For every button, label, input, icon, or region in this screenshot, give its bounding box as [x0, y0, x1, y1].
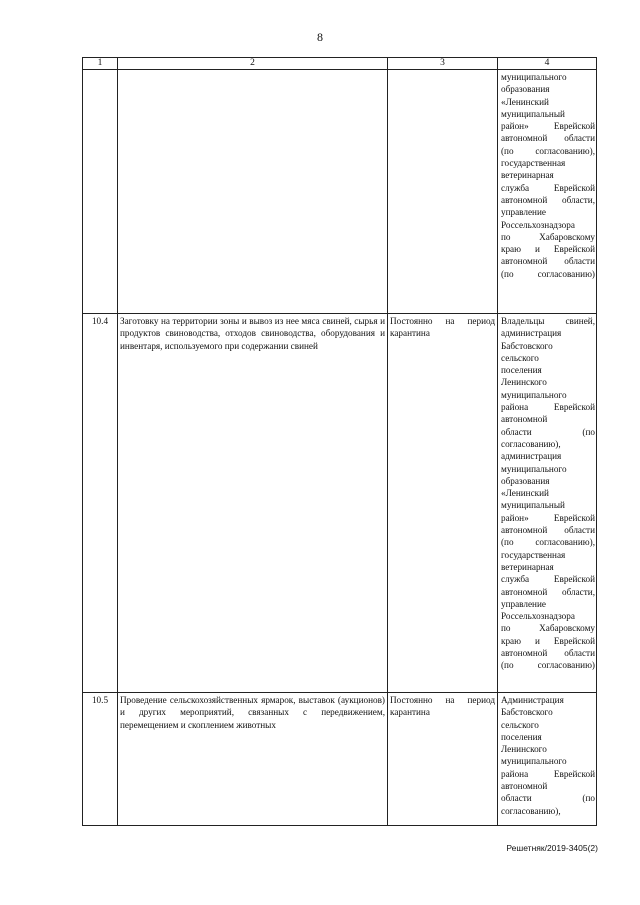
responsible-line: района Еврейской	[501, 402, 595, 413]
responsible-line: Россельхознадзора	[501, 219, 575, 230]
header-col-1: 1	[83, 58, 118, 70]
row-number: 10.4	[83, 314, 118, 693]
table-row-continuation	[83, 70, 597, 314]
responsible-line: (по согласованию),	[501, 537, 595, 548]
row-measure: Заготовку на территории зоны и вывоз из нее мяса свиней, сырья и продуктов свиноводства, отходов свиноводства, оборудования и инвентаря, используемого при содержании свиней	[118, 314, 388, 693]
table-row-10-4	[83, 314, 597, 693]
responsible-line: управление	[501, 598, 546, 609]
measures-table	[82, 57, 597, 826]
row-responsible	[498, 693, 597, 826]
document-stamp: Решетняк/2019-3405(2)	[506, 843, 598, 853]
responsible-line: муниципального	[501, 72, 567, 82]
row-responsible	[498, 314, 597, 693]
responsible-line: Ленинского	[501, 744, 547, 755]
responsible-line: ветеринарная	[501, 170, 554, 181]
responsible-line: автономной области,	[501, 586, 595, 597]
responsible-line: (по согласованию)	[501, 268, 595, 279]
responsible-line: краю и Еврейской	[501, 244, 595, 255]
responsible-line: «Ленинский	[501, 96, 549, 107]
responsible-line: ветеринарная	[501, 561, 554, 572]
responsible-line: Бабстовского	[501, 340, 553, 351]
responsible-line: управление	[501, 207, 546, 218]
responsible-line: муниципального	[501, 463, 567, 474]
header-col-2: 2	[118, 58, 388, 70]
responsible-line: «Ленинский	[501, 488, 549, 499]
row-responsible	[498, 70, 597, 314]
responsible-line: по Хабаровскому	[501, 231, 595, 242]
responsible-line: автономной области	[501, 525, 595, 536]
responsible-line: муниципальный	[501, 500, 565, 511]
responsible-line: области (по	[501, 426, 595, 437]
row-deadline	[388, 70, 498, 314]
responsible-line: поселения	[501, 731, 542, 742]
responsible-line: образования	[501, 84, 550, 95]
responsible-line: краю и Еврейской	[501, 635, 595, 646]
responsible-line: Бабстовского	[501, 707, 553, 718]
responsible-line: муниципального	[501, 756, 567, 767]
row-measure: Проведение сельскохозяйственных ярмарок, выставок (аукционов) и других мероприятий, связанных с передвижением, перемещением и скоплением животных	[118, 693, 388, 826]
responsible-line: администрация	[501, 451, 562, 462]
responsible-line: (по согласованию)	[501, 660, 595, 671]
responsible-line: района Еврейской	[501, 768, 595, 779]
responsible-line: сельского	[501, 352, 539, 363]
table-row-10-5	[83, 693, 597, 826]
row-number: 10.5	[83, 693, 118, 826]
header-col-4: 4	[498, 58, 597, 70]
table-header-row	[83, 58, 597, 70]
responsible-line: Администрация	[501, 695, 564, 705]
row-deadline: Постоянно на период карантина	[388, 314, 498, 693]
responsible-line: автономной области	[501, 256, 595, 267]
responsible-line: согласованию),	[501, 805, 561, 816]
responsible-line: служба Еврейской	[501, 574, 595, 585]
responsible-line: Владельцы свиней,	[501, 316, 595, 326]
responsible-line: автономной области	[501, 133, 595, 144]
responsible-line: администрация	[501, 328, 562, 339]
responsible-line: государственная	[501, 158, 566, 169]
page-number: 8	[317, 30, 323, 44]
responsible-line: области (по	[501, 793, 595, 804]
responsible-line: район» Еврейской	[501, 512, 595, 523]
responsible-line: образования	[501, 475, 550, 486]
responsible-line: автономной области,	[501, 194, 595, 205]
responsible-line: Ленинского	[501, 377, 547, 388]
responsible-line: сельского	[501, 719, 539, 730]
responsible-line: по Хабаровскому	[501, 623, 595, 634]
responsible-line: муниципальный	[501, 108, 565, 119]
row-number	[83, 70, 118, 314]
row-deadline: Постоянно на период карантина	[388, 693, 498, 826]
responsible-line: автономной	[501, 781, 548, 792]
responsible-line: Россельхознадзора	[501, 611, 575, 622]
responsible-line: государственная	[501, 549, 566, 560]
responsible-line: (по согласованию),	[501, 145, 595, 156]
row-measure	[118, 70, 388, 314]
responsible-line: автономной области	[501, 648, 595, 659]
header-col-3: 3	[388, 58, 498, 70]
responsible-line: согласованию),	[501, 438, 561, 449]
responsible-line: поселения	[501, 365, 542, 376]
responsible-line: муниципального	[501, 389, 567, 400]
responsible-line: служба Еврейской	[501, 182, 595, 193]
responsible-line: район» Еврейской	[501, 121, 595, 132]
responsible-line: автономной	[501, 414, 548, 425]
